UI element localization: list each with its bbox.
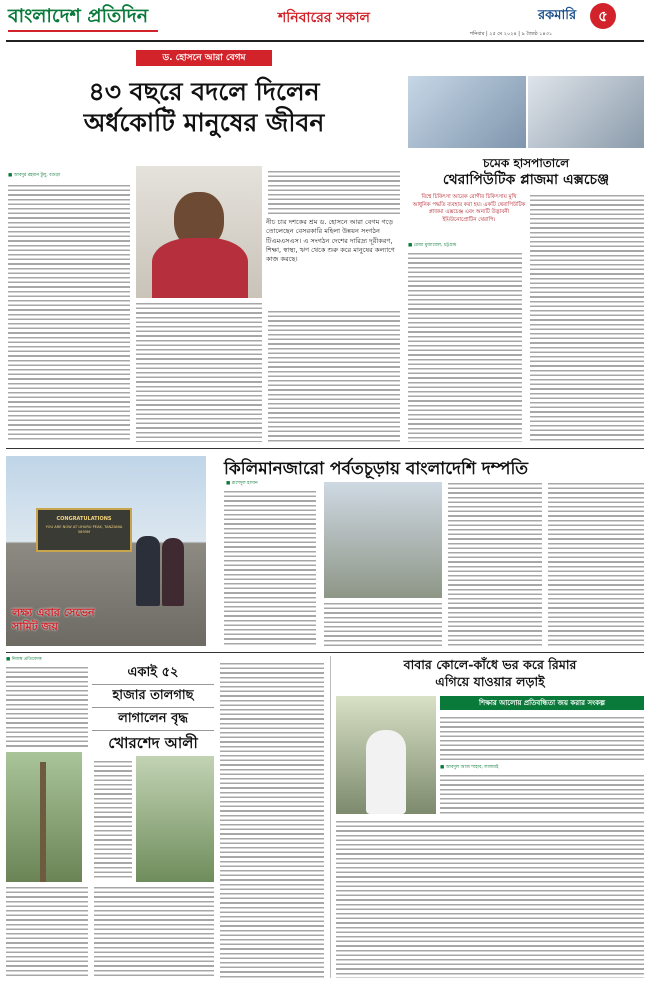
rima-figure — [366, 730, 406, 814]
masthead — [0, 0, 650, 44]
plasma-headline-line1: চমেক হাসপাতালে — [482, 156, 570, 170]
summit-sign-sub: YOU ARE NOW AT UHURU PEAK, TANZANIA 5895M — [45, 525, 123, 534]
lead-headline[interactable] — [8, 76, 400, 138]
kilimanjaro-body-col3 — [448, 482, 542, 646]
rima-headline-line2: এগিয়ে যাওয়ার লড়াই — [435, 674, 545, 689]
palm-tree-trunk — [40, 762, 46, 882]
kilimanjaro-headline[interactable]: কিলিমানজারো পর্বতচূড়ায় বাংলাদেশি দম্পতি — [224, 459, 529, 479]
section-rule-1 — [6, 448, 644, 449]
khorshed-photo[interactable] — [6, 752, 82, 882]
rima-byline-text: আবদুল আজ শাহাব, লালমাই — [445, 765, 499, 770]
kilimanjaro-couple-photo[interactable] — [324, 482, 442, 598]
photo-caption-line1: লক্ষ্য এবার সেভেন — [12, 606, 95, 619]
lead-byline-text: আবদুর রহমান টুলু, বগুড়া — [13, 173, 61, 178]
lead-photo-caption: নীচ চার দশকের শ্রম ড. হোসনে আরা বেগম গড়ে তোলেছেন বেসরকারি মহিলা উন্নয়ন সংগঠন টিএমএসএস। এ সংগঠন দেশের দারিদ্র্য দূরীকরণ, শিক্ষা, স্বাস্থ্য, ঋণ থেকে শুরু করে মানুষের কল্যাণে কাজ করছে। — [266, 218, 395, 264]
photo-caption-line2: সামিট জয় — [12, 620, 58, 633]
plasma-byline — [408, 242, 456, 249]
lead-portrait-photo[interactable] — [136, 166, 262, 298]
khorshed-byline-text: নিজস্ব প্রতিবেদক — [11, 657, 42, 662]
kilimanjaro-body-col2 — [324, 602, 442, 646]
khorshed-body-col1b — [6, 886, 88, 978]
plasma-photo-machine[interactable] — [528, 76, 644, 148]
issue-date: শনিবার | ২৫ মে ২০২৪ | ৯ জ্যৈষ্ঠ ১৪৩১ — [470, 31, 553, 37]
plasma-byline-text: রেজা মুজাম্মেল, চট্টগ্রাম — [413, 243, 457, 248]
khorshed-headline-line2: হাজার তালগাছ — [92, 685, 214, 708]
byline-bullet-icon: ■ — [6, 657, 12, 662]
khorshed-headline[interactable] — [92, 662, 214, 755]
lead-body-col3 — [268, 170, 400, 216]
byline-bullet-icon: ■ — [8, 173, 14, 178]
summit-sign-title: CONGRATULATIONS — [56, 516, 112, 522]
portrait-sari — [152, 238, 248, 298]
kilimanjaro-body-col1 — [224, 490, 316, 646]
kilimanjaro-story — [6, 452, 644, 648]
rima-banner — [440, 696, 644, 710]
logo-underline — [8, 30, 158, 32]
khorshed-headline-line4: খোরশেদ আলী — [108, 734, 198, 752]
byline-bullet-icon: ■ — [408, 243, 414, 248]
lead-kicker-bar — [136, 50, 272, 66]
rima-lead-text — [440, 716, 644, 760]
summit-sign — [36, 508, 132, 552]
khorshed-headline-line1: একাই ৫২ — [92, 662, 214, 685]
khorshed-headline-line3: লাগালেন বৃদ্ধ — [92, 708, 214, 731]
plasma-photo-team[interactable] — [408, 76, 526, 148]
khorshed-byline — [6, 656, 42, 663]
rima-story — [336, 656, 644, 980]
lead-byline — [8, 172, 60, 179]
rima-body-col1 — [440, 774, 644, 814]
kilimanjaro-body-col4 — [548, 482, 644, 646]
rima-byline — [440, 764, 498, 771]
plasma-body-col1 — [408, 252, 522, 442]
page-number: ৫ — [598, 7, 608, 25]
plasma-headline-line2: থেরাপিউটিক প্লাজমা এক্সচেঞ্জ — [442, 172, 610, 188]
rima-body-col2 — [336, 820, 644, 978]
khorshed-body-col4 — [220, 662, 324, 978]
lead-headline-line1: ৪৩ বছরে বদলে দিলেন — [88, 77, 320, 106]
byline-bullet-icon: ■ — [226, 481, 232, 486]
supplement-logo-text: শনিবারের সকাল — [278, 10, 370, 26]
lead-body-col4 — [268, 310, 400, 442]
climber-figure-2 — [162, 538, 184, 606]
rima-headline[interactable] — [336, 656, 644, 690]
rima-headline-line1: বাবার কোলে-কাঁধে ভর করে রিমার — [403, 657, 577, 672]
section-label: রকমারি — [538, 8, 577, 23]
kilimanjaro-byline — [226, 480, 258, 487]
plasma-blurb: বিশ্বে চিকিৎসা আরেক রোগীর চিকিৎসায় মুখি আধুনিক পদ্ধতি ব্যবহার করা হয়। একটি থেরাপিউটিক প্লাজমা এক্সচেঞ্জ এবং অন্যটি উদ্ভাবনী ইমিউনোপ্রোটিন থেরাপি। — [412, 194, 526, 223]
lead-body-col2 — [136, 302, 262, 442]
kilimanjaro-photo-caption — [12, 606, 132, 634]
rima-banner-text: শিক্ষার আলোয় প্রতিবন্ধিতা জয় করার সংকল্প — [479, 699, 605, 707]
khorshed-story — [6, 656, 326, 980]
plasma-story — [408, 76, 644, 444]
byline-bullet-icon: ■ — [440, 765, 446, 770]
plasma-headline[interactable] — [408, 156, 644, 189]
kilimanjaro-summit-photo[interactable] — [6, 456, 206, 646]
page-number-badge — [590, 3, 616, 29]
khorshed-body-col1 — [6, 666, 88, 748]
rima-photo[interactable] — [336, 696, 436, 814]
lead-body-col1 — [8, 184, 130, 442]
lead-headline-line2: অর্ধকোটি মানুষের জীবন — [83, 108, 325, 137]
plasma-body-col2 — [530, 194, 644, 442]
supplement-logo-shonibarer-sokal[interactable] — [278, 6, 403, 32]
column-divider — [330, 656, 331, 978]
khorshed-body-col2 — [94, 760, 132, 878]
section-rule-2 — [6, 652, 644, 653]
newspaper-logo-bangladesh-pratidin[interactable]: বাংলাদেশ প্রতিদিন — [8, 5, 149, 27]
masthead-rule — [6, 40, 644, 42]
khorshed-body-col3 — [94, 886, 214, 978]
lead-story — [8, 48, 400, 444]
kilimanjaro-byline-text: রাশেদুল হাসান — [231, 481, 258, 486]
khorshed-grove-photo[interactable] — [136, 756, 214, 882]
climber-figure-1 — [136, 536, 160, 606]
lead-kicker: ড. হোসনে আরা বেগম — [162, 53, 246, 63]
